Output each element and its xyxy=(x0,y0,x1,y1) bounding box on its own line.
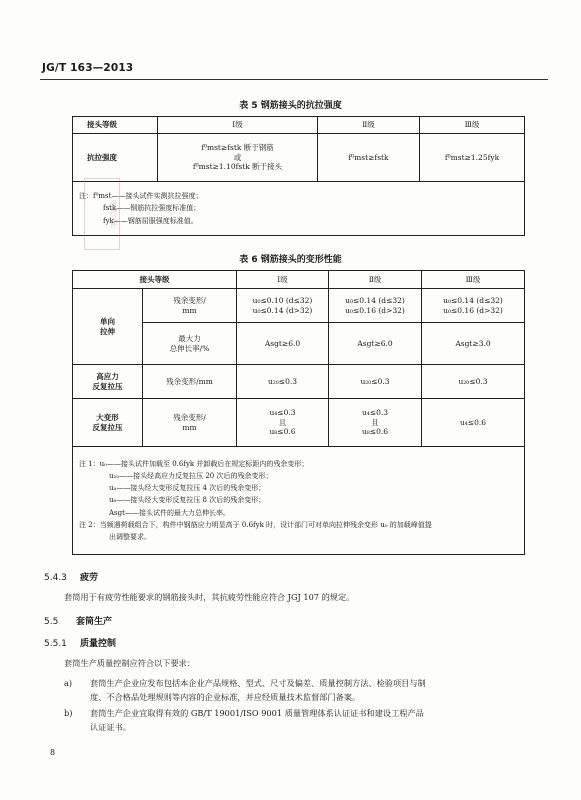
section-number: 5.5.1 xyxy=(44,639,67,649)
table6-hs-g3: u₂₀≤0.3 xyxy=(422,365,525,399)
para-qc-intro: 套筒生产质量控制应符合以下要求： xyxy=(64,658,196,668)
item-a-line1: 套筒生产企业应发布包括本企业产品规格、型式、尺寸及偏差、质量控制方法、检验项目与制 xyxy=(90,678,426,688)
table5-col-header: 接头等级 xyxy=(73,117,158,134)
table6-grade1: Ⅰ级 xyxy=(237,271,329,289)
para-fatigue: 套筒用于有疲劳性能要求的钢筋接头时，其抗疲劳性能应符合 JGJ 107 的规定。 xyxy=(64,592,355,602)
table6-caption: 表 6 钢筋接头的变形性能 xyxy=(239,255,342,265)
table6-large-deform-param: 残余变形/ mm xyxy=(143,399,237,447)
section-number: 5.4.3 xyxy=(44,573,67,583)
table6-large-deform-label: 大变形 反复拉压 xyxy=(73,399,143,447)
standard-code: JG/T 163—2013 xyxy=(42,62,134,74)
item-b-label: b) xyxy=(64,708,73,718)
section-5-5 xyxy=(44,614,112,627)
table6-hs-g1: u₂₀≤0.3 xyxy=(237,365,329,399)
section-5-5-1 xyxy=(44,636,116,649)
table6-residual-deform: 残余变形/ mm xyxy=(143,289,237,323)
table6-note: Asgt——接头试件的最大力总伸长率。 xyxy=(109,508,230,517)
table5-note: fyk——钢筋屈服强度标准值。 xyxy=(103,216,198,225)
table6-uniaxial-label: 单向 拉伸 xyxy=(73,289,143,365)
table5-g1-line1: f⁰mst≥fstk 断于钢筋 xyxy=(201,143,274,153)
table5-g2-cell: f⁰mst≥fstk xyxy=(318,134,420,182)
table6-grade2: Ⅱ级 xyxy=(329,271,422,289)
table6-high-stress-param: 残余变形/mm xyxy=(143,365,237,399)
table5-caption: 表 5 钢筋接头的抗拉强度 xyxy=(239,101,342,111)
table5 xyxy=(72,116,525,236)
table5-note: fstk——钢筋抗拉强度标准值； xyxy=(103,204,201,213)
table5-g1-line2: 或 xyxy=(233,152,242,162)
table6-u-g3: u₀≤0.14 (d≤32) u₀≤0.16 (d>32) xyxy=(422,289,525,323)
table6-a-g3: Asgt≥3.0 xyxy=(422,323,525,365)
table6-high-stress-label: 高应力 反复拉压 xyxy=(73,365,143,399)
table6-u-g2: u₀≤0.14 (d≤32) u₀≤0.16 (d>32) xyxy=(329,289,422,323)
table5-notes xyxy=(73,182,525,236)
table6-note: u₄——接头经大变形反复拉压 4 次后的残余变形； xyxy=(109,484,266,493)
section-5-4-3 xyxy=(44,570,98,583)
table6-grade3: Ⅲ级 xyxy=(422,271,525,289)
header-rule xyxy=(40,79,548,80)
section-title: 质量控制 xyxy=(80,639,117,649)
table6-note: 注 1：u₀——接头试件加载至 0.6fyk 并卸载后在规定标距内的残余变形； xyxy=(79,459,309,468)
table6-note: u₂₀——接头经高应力反复拉压 20 次后的残余变形； xyxy=(109,471,273,480)
table5-row-label: 抗拉强度 xyxy=(73,134,158,182)
table6-note: 出调整要求。 xyxy=(109,533,151,542)
table6-a-g1: Asgt≥6.0 xyxy=(237,323,329,365)
table5-note: 注：f⁰mst——接头试件实测抗拉强度； xyxy=(79,192,203,201)
table6-a-g2: Asgt≥6.0 xyxy=(329,323,422,365)
section-number: 5.5 xyxy=(44,617,59,627)
section-title: 套筒生产 xyxy=(76,617,113,627)
table5-grade2: Ⅱ级 xyxy=(318,117,420,134)
table6-ld-g3: u₄≤0.6 xyxy=(422,399,525,447)
page-number: 8 xyxy=(50,748,56,757)
table5-g1-line3: f⁰mst≥1.10fstk 断于接头 xyxy=(192,162,283,172)
table5-g3-cell: f⁰mst≥1.25fyk xyxy=(420,134,525,182)
table5-grade1: Ⅰ级 xyxy=(158,117,318,134)
table5-grade3: Ⅲ级 xyxy=(420,117,525,134)
table6-notes xyxy=(73,447,525,555)
table6-u-g1: u₀≤0.10 (d≤32) u₀≤0.14 (d>32) xyxy=(237,289,329,323)
table6-ld-g1: u₄≤0.3 且 u₈≤0.6 xyxy=(237,399,329,447)
table5-g1-cell xyxy=(158,134,318,182)
item-a-label: a) xyxy=(64,678,73,688)
item-b-line2: 认证证书。 xyxy=(90,722,131,732)
table6-ld-g2: u₄≤0.3 且 u₈≤0.6 xyxy=(329,399,422,447)
table6-col-header: 接头等级 xyxy=(73,271,237,289)
table6-max-force-elong: 最大力 总伸长率/% xyxy=(143,323,237,365)
section-title: 疲劳 xyxy=(80,573,99,583)
table6-note: u₈——接头经大变形反复拉压 8 次后的残余变形； xyxy=(109,496,266,505)
table6-note: 注 2：当频遇荷载组合下，构件中钢筋应力明显高于 0.6fyk 时，设计部门可对单向拉伸残余变形 u₀ 的加载峰值提 xyxy=(79,520,432,529)
table6-hs-g2: u₂₀≤0.3 xyxy=(329,365,422,399)
control-stamp: 受控文件 xyxy=(84,178,120,250)
item-b-line1: 套筒生产企业宜取得有效的 GB/T 19001/ISO 9001 质量管理体系认证证书和建设工程产品 xyxy=(90,708,424,718)
item-a-line2: 度、不合格品处理规则等内容的企业标准，并应经质量技术监督部门备案。 xyxy=(90,692,361,702)
table6 xyxy=(72,270,525,555)
